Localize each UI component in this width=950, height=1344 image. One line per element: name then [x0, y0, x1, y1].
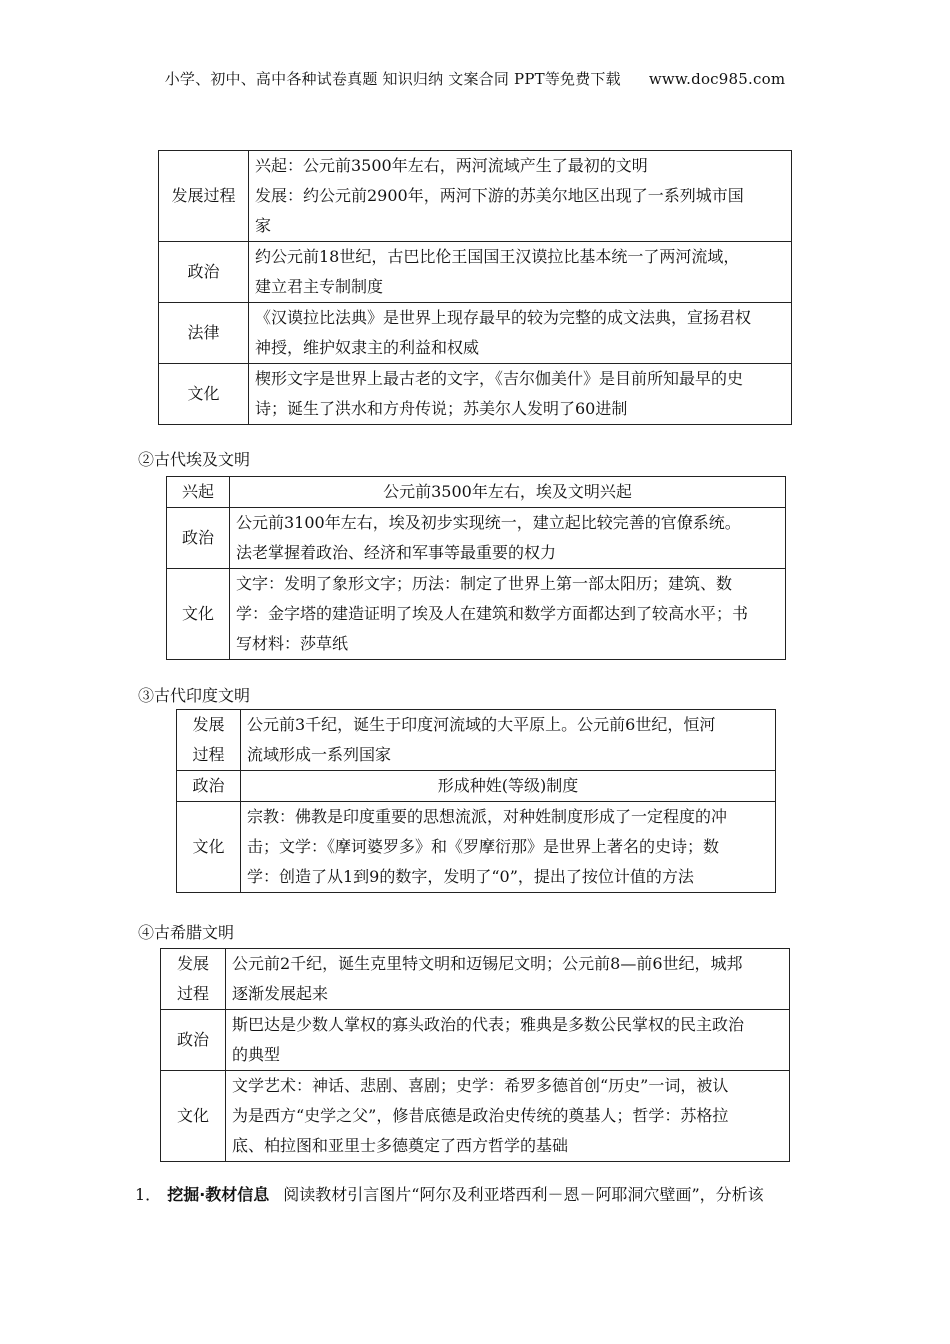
header-text: 小学、初中、高中各种试卷真题 知识归纳 文案合同 PPT等免费下载 — [164, 70, 621, 88]
row-label-line: 过程 — [192, 745, 225, 764]
row-label — [161, 1010, 226, 1071]
row-label-line: 文化 — [192, 837, 225, 856]
row-label — [161, 949, 226, 1010]
row-label — [161, 1071, 226, 1162]
row-label — [177, 710, 241, 771]
table-row — [177, 771, 776, 802]
row-label — [177, 802, 241, 893]
row-line: 公元前3100年左右，埃及初步实现统一，建立起比较完善的官僚系统。 — [236, 513, 741, 532]
row-line: 神授，维护奴隶主的利益和权威 — [255, 338, 480, 357]
row-label-line: 过程 — [176, 984, 209, 1003]
row-line: 流域形成一系列国家 — [247, 745, 392, 764]
table-row — [161, 1071, 790, 1162]
section-title-india: ③古代印度文明 — [138, 686, 251, 705]
row-line: 建立君主专制制度 — [255, 277, 384, 296]
section-title-egypt: ②古代埃及文明 — [138, 450, 251, 469]
table-row — [159, 151, 792, 242]
row-label: 法律 — [159, 303, 249, 364]
question-text: 阅读教材引言图片“阿尔及利亚塔西利－恩－阿耶洞穴壁画”，分析该 — [283, 1185, 764, 1204]
question-number: 1． — [135, 1185, 162, 1204]
row-line: 逐渐发展起来 — [232, 984, 329, 1003]
row-line: 击；文学：《摩诃婆罗多》和《罗摩衍那》是世界上著名的史诗；数 — [247, 837, 720, 856]
row-line: 的典型 — [232, 1045, 281, 1064]
row-line: 公元前3千纪，诞生于印度河流域的大平原上。公元前6世纪，恒河 — [247, 715, 716, 734]
row-line: 诗；诞生了洪水和方舟传说；苏美尔人发明了60进制 — [255, 399, 628, 418]
row-label: 政治 — [159, 242, 249, 303]
row-label: 文化 — [159, 364, 249, 425]
table-row — [167, 569, 786, 660]
row-content — [230, 508, 786, 569]
row-content — [230, 569, 786, 660]
row-label-line: 发展 — [192, 715, 225, 734]
table-row — [167, 508, 786, 569]
row-line: 楔形文字是世界上最古老的文字，《吉尔伽美什》是目前所知最早的史 — [255, 369, 744, 388]
row-line: 家 — [255, 216, 272, 235]
row-line: 形成种姓(等级)制度 — [437, 776, 579, 795]
row-label: 文化 — [167, 569, 230, 660]
table-row — [159, 242, 792, 303]
table-mesopotamia — [158, 150, 792, 425]
row-label: 发展过程 — [159, 151, 249, 242]
row-line: 为是西方“史学之父”，修昔底德是政治史传统的奠基人；哲学：苏格拉 — [232, 1106, 729, 1125]
row-label-line: 发展 — [176, 954, 209, 973]
question-1 — [135, 1182, 764, 1205]
row-content — [249, 242, 792, 303]
row-label: 兴起 — [167, 477, 230, 508]
question-highlight: 挖掘·教材信息 — [167, 1185, 270, 1204]
table-row — [161, 949, 790, 1010]
row-line: 文学艺术：神话、悲剧、喜剧；史学：希罗多德首创“历史”一词，被认 — [232, 1076, 729, 1095]
row-content — [226, 949, 790, 1010]
row-line: 公元前2千纪，诞生克里特文明和迈锡尼文明；公元前8—前6世纪，城邦 — [232, 954, 743, 973]
header-site: www.doc985.com — [648, 70, 786, 88]
table-row — [167, 477, 786, 508]
row-content — [226, 1071, 790, 1162]
row-content — [241, 710, 776, 771]
row-line: 兴起：公元前3500年左右，两河流域产生了最初的文明 — [255, 156, 648, 175]
row-line: 斯巴达是少数人掌权的寡头政治的代表；雅典是多数公民掌权的民主政治 — [232, 1015, 745, 1034]
row-content — [249, 364, 792, 425]
table-row — [177, 710, 776, 771]
row-label-line: 文化 — [176, 1106, 209, 1125]
row-line: 底、柏拉图和亚里士多德奠定了西方哲学的基础 — [232, 1136, 569, 1155]
table-row — [159, 364, 792, 425]
row-line: 文字：发明了象形文字；历法：制定了世界上第一部太阳历；建筑、数 — [236, 574, 733, 593]
row-content — [241, 802, 776, 893]
row-content — [226, 1010, 790, 1071]
row-content — [241, 771, 776, 802]
row-content — [249, 151, 792, 242]
page-header — [0, 68, 950, 89]
table-row — [159, 303, 792, 364]
row-line: 学：创造了从1到9的数字，发明了“0”，提出了按位计值的方法 — [247, 867, 694, 886]
row-content — [230, 477, 786, 508]
row-label — [177, 771, 241, 802]
row-line: 学：金字塔的建造证明了埃及人在建筑和数学方面都达到了较高水平；书 — [236, 604, 749, 623]
section-title-greece: ④古希腊文明 — [138, 923, 235, 942]
row-label-line: 政治 — [176, 1030, 209, 1049]
table-india — [176, 709, 776, 893]
table-row — [177, 802, 776, 893]
row-line: 法老掌握着政治、经济和军事等最重要的权力 — [236, 543, 557, 562]
row-line: 宗教：佛教是印度重要的思想流派，对种姓制度形成了一定程度的冲 — [247, 807, 728, 826]
row-content — [249, 303, 792, 364]
row-line: 写材料：莎草纸 — [236, 634, 349, 653]
row-label: 政治 — [167, 508, 230, 569]
row-line: 约公元前18世纪，古巴比伦王国国王汉谟拉比基本统一了两河流域， — [255, 247, 740, 266]
row-line: 《汉谟拉比法典》是世界上现存最早的较为完整的成文法典，宣扬君权 — [255, 308, 752, 327]
table-greece — [160, 948, 790, 1162]
row-line: 公元前3500年左右，埃及文明兴起 — [383, 482, 632, 501]
row-line: 发展：约公元前2900年，两河下游的苏美尔地区出现了一系列城市国 — [255, 186, 744, 205]
row-label-line: 政治 — [192, 776, 225, 795]
table-egypt — [166, 476, 786, 660]
table-row — [161, 1010, 790, 1071]
